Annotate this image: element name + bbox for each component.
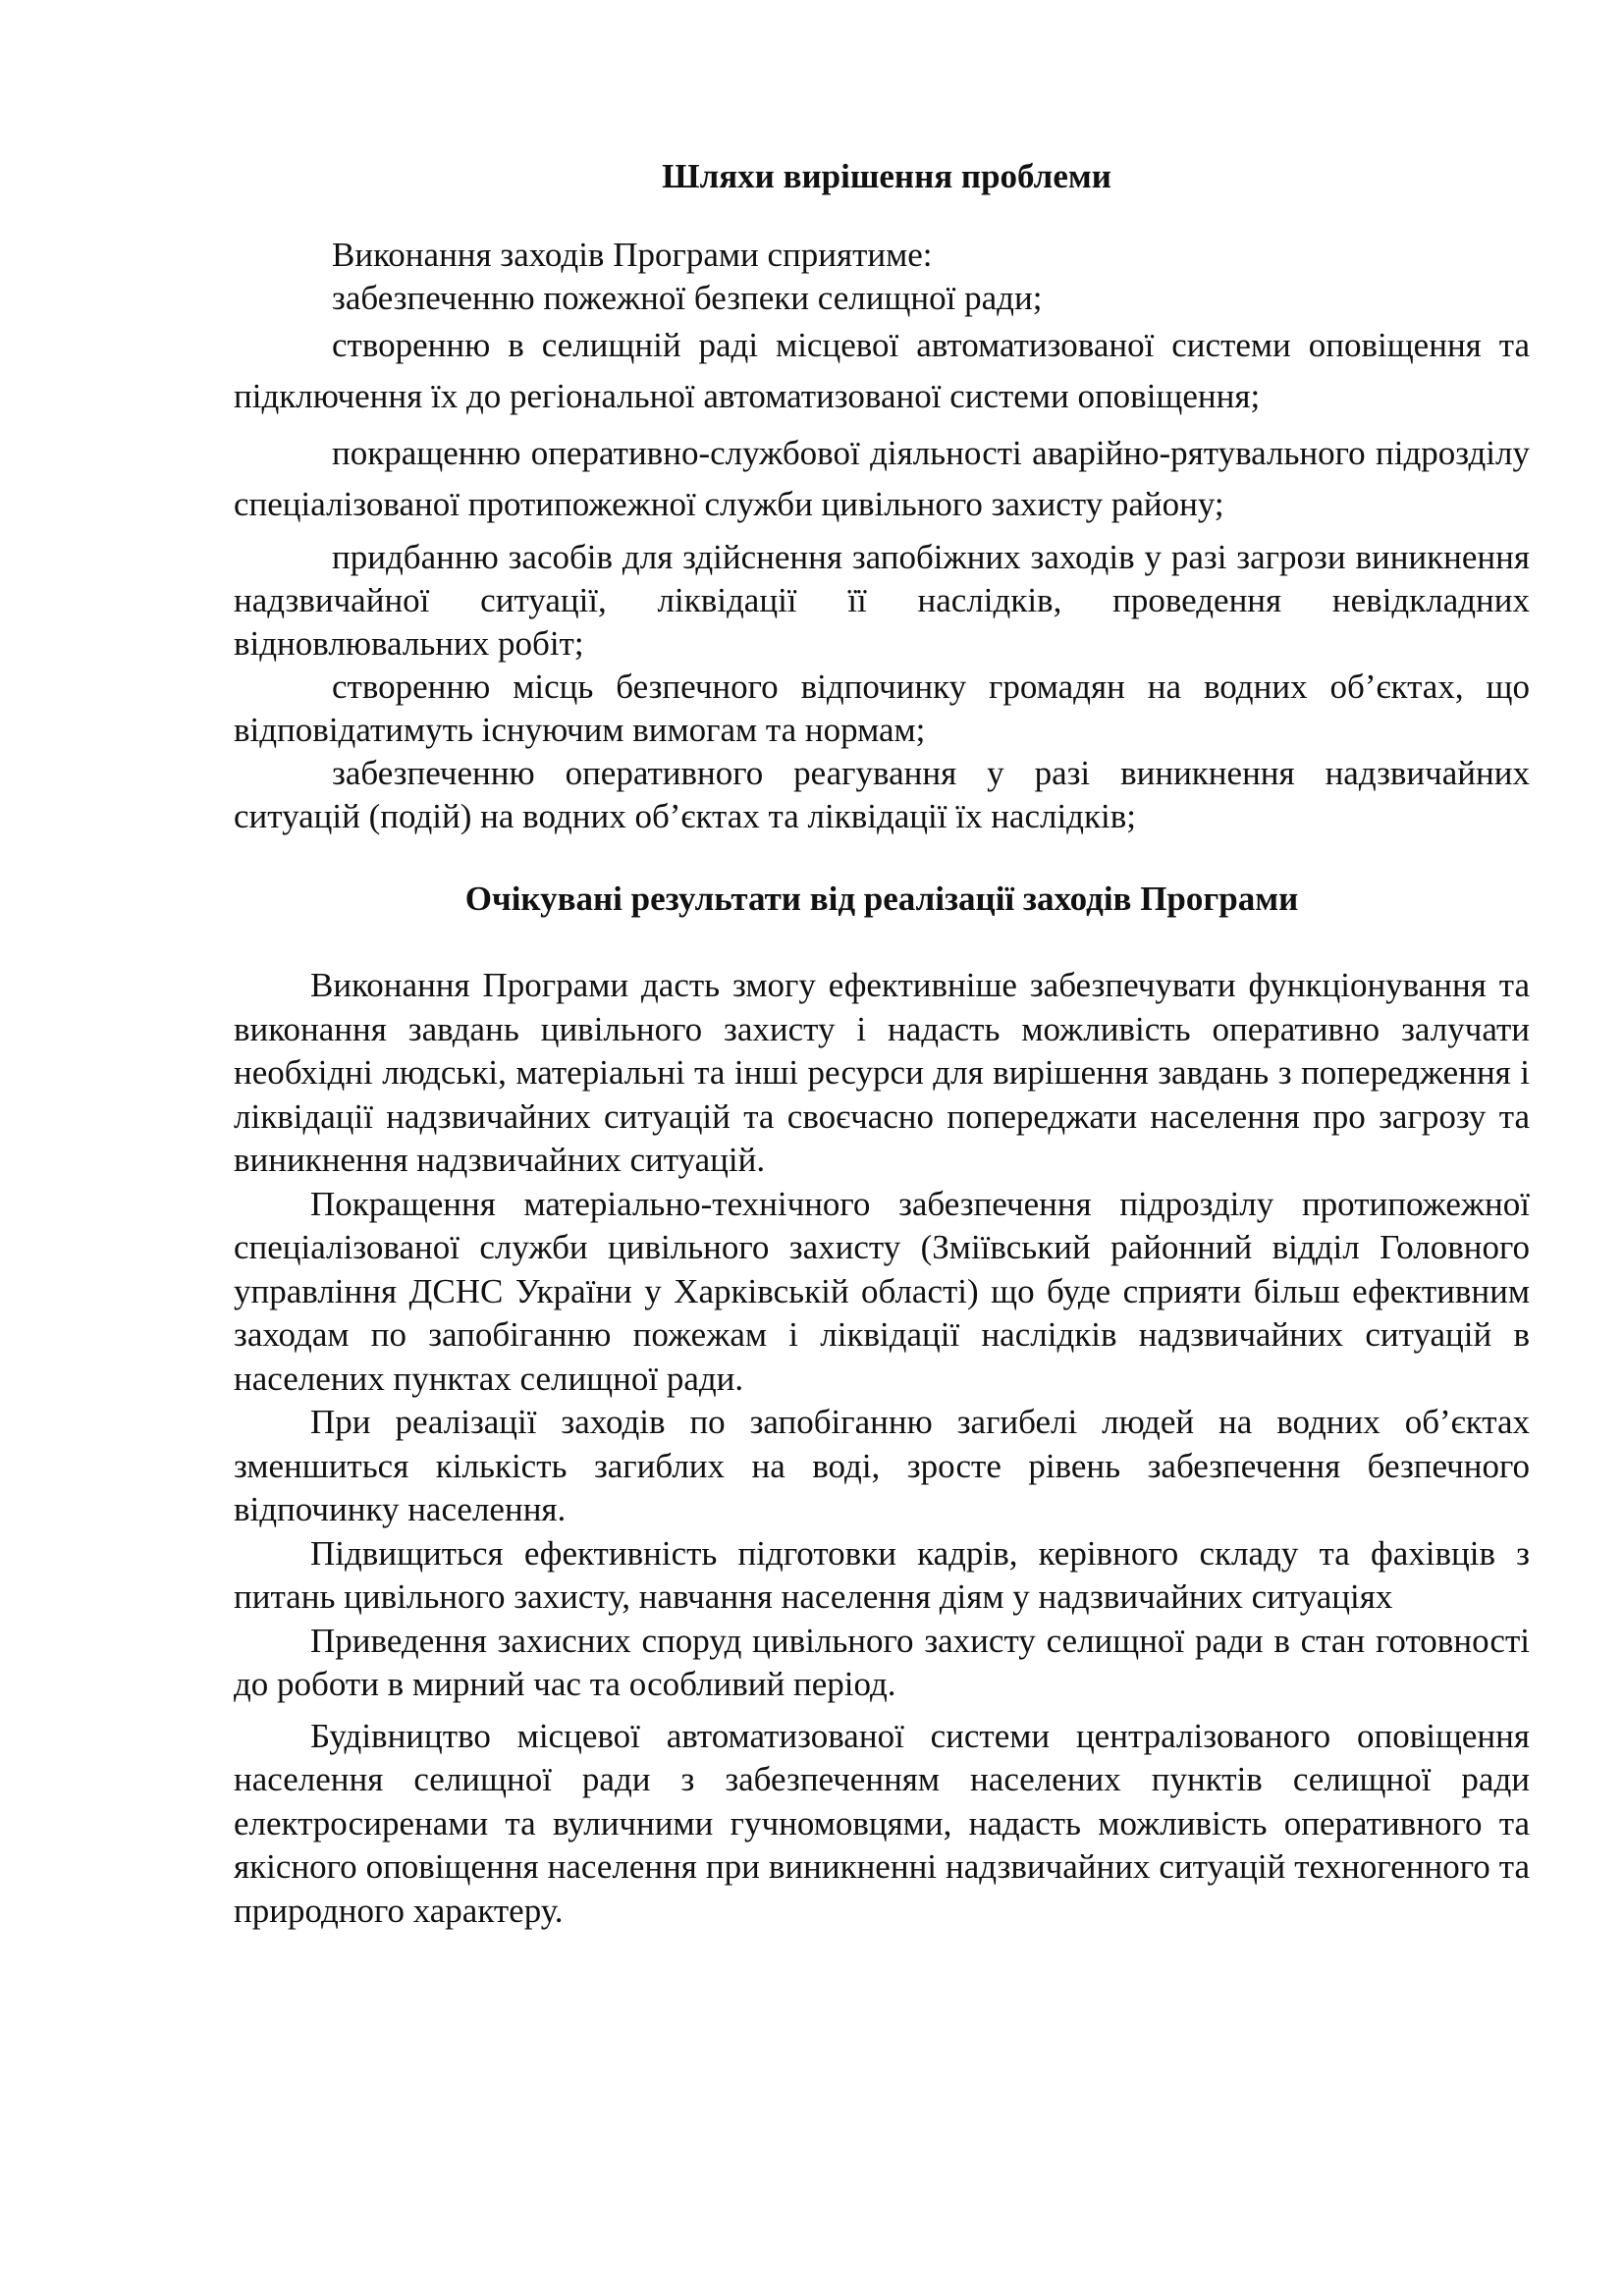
paragraph: Приведення захисних споруд цивільного захисту селищної ради в стан готовності до роботи в мирний час та особливий період. [234, 1621, 1530, 1703]
paragraph: Покращення матеріально-технічного забезпечення підрозділу протипожежної спеціалізованої служби цивільного захисту (Зміївський районний відділ Головного управління ДСНС України у Харківській області) що буде сприяти більш ефективним заходам по запобіганню пожежам і ліквідації наслідків надзвичайних ситуацій в населених пунктах селищної ради. [234, 1184, 1530, 1398]
paragraph: створенню в селищній раді місцевої автоматизованої системи оповіщення та підключення їх до регіональної автоматизованої системи оповіщення; [234, 326, 1530, 415]
paragraph: Виконання Програми дасть змогу ефективніше забезпечувати функціонування та виконання завдань цивільного захисту і надасть можливість оперативно залучати необхідні людські, матеріальні та інші ресурси для вирішення завдань з попередження і ліквідації надзвичайних ситуацій та своєчасно попереджати населення про загрозу та виникнення надзвичайних ситуацій. [234, 966, 1530, 1179]
section-expected-results [234, 878, 1530, 1933]
paragraph: Виконання заходів Програми сприятиме: [332, 236, 933, 274]
section-solutions [234, 155, 1530, 838]
paragraph: При реалізації заходів по запобіганню загибелі людей на водних об’єктах зменшиться кількість загиблих на воді, зросте рівень забезпечення безпечного відпочинку населення. [234, 1403, 1530, 1528]
paragraph: створенню місць безпечного відпочинку громадян на водних об’єктах, що відповідатимуть існуючим вимогам та нормам; [234, 667, 1530, 749]
paragraph: забезпеченню оперативного реагування у разі виникнення надзвичайних ситуацій (подій) на водних об’єктах та ліквідації їх наслідків; [234, 754, 1530, 835]
paragraph: Будівництво місцевої автоматизованої системи централізованого оповіщення населення селищної ради з забезпеченням населених пунктів селищної ради електросиренами та вуличними гучномовцями, надасть можливість оперативного та якісного оповіщення населення при виникненні надзвичайних ситуацій техногенного та природного характеру. [234, 1716, 1530, 1930]
paragraph: забезпеченню пожежної безпеки селищної ради; [332, 279, 1043, 317]
section-title-expected-results: Очікувані результати від реалізації заходів Програми [464, 880, 1299, 918]
paragraph: придбанню засобів для здійснення запобіжних заходів у разі загрози виникнення надзвичайної ситуації, ліквідації її наслідків, проведення невідкладних відновлювальних робіт; [234, 538, 1530, 663]
paragraph: покращенню оперативно-службової діяльності аварійно-рятувального підрозділу спеціалізованої протипожежної служби цивільного захисту району; [234, 434, 1530, 523]
document-page [234, 155, 1530, 1933]
section-title-solutions: Шляхи вирішення проблеми [662, 157, 1111, 195]
paragraph: Підвищиться ефективність підготовки кадрів, керівного складу та фахівців з питань цивільного захисту, навчання населення діям у надзвичайних ситуаціях [234, 1533, 1530, 1616]
